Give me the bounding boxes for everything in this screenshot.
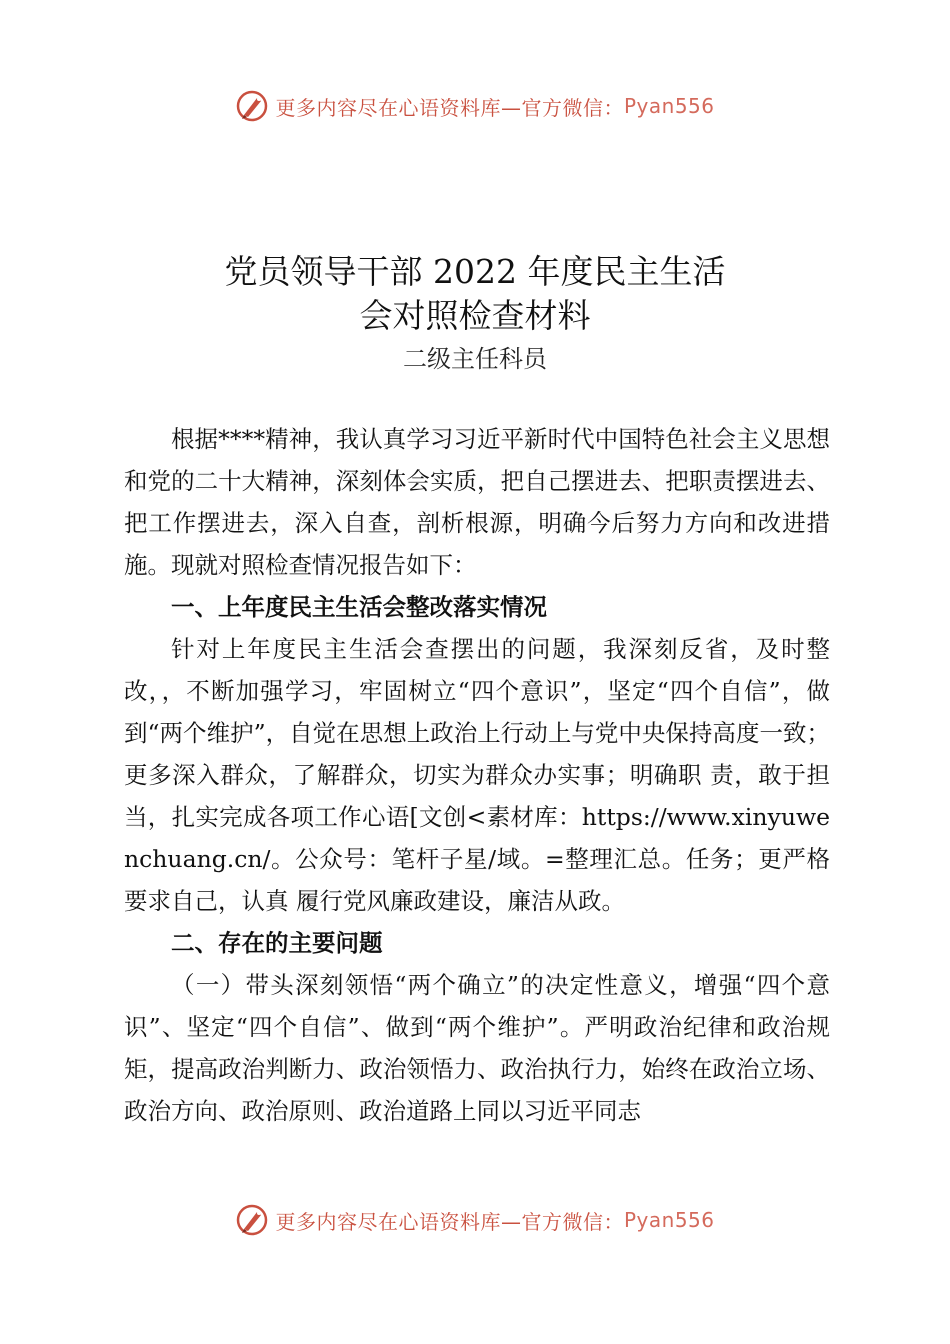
intro-paragraph: 根据****精神，我认真学习习近平新时代中国特色社会主义思想和党的二十大精神，深刻体会实质，把自己摆进去、把职责摆进去、把工作摆进去，深入自查，剖析根源，明确今后努力方向和改进措施。现就对照检查情况报告如下： — [124, 425, 830, 579]
banner-wechat-id: Pyan556 — [623, 94, 715, 118]
section1-heading: 一、上年度民主生活会整改落实情况 — [171, 593, 547, 621]
pen-logo-icon — [235, 89, 269, 123]
banner-text: 更多内容尽在心语资料库—官方微信： — [275, 1209, 624, 1234]
pen-logo-icon — [235, 1203, 269, 1237]
banner-text: 更多内容尽在心语资料库—官方微信： — [275, 95, 624, 120]
banner-wechat-id: Pyan556 — [623, 1208, 715, 1232]
document-subtitle: 二级主任科员 — [403, 345, 547, 373]
document-title-line1: 党员领导干部 2022 年度民主生活 — [224, 252, 726, 291]
footer-watermark-banner — [0, 1200, 950, 1240]
header-watermark-banner — [0, 86, 950, 126]
section1-paragraph: 针对上年度民主生活会查摆出的问题，我深刻反省，及时整改，，不断加强学习，牢固树立“四个意识”，坚定“四个自信”，做到“两个维护”，自觉在思想上政治上行动上与党中央保持高度一致；更多深入群众，了解群众，切实为群众办实事；明确职 责，敢于担当，扎实完成各项工作心语[文创<素材库：https://www.xinyuwenchuang.cn/。公众号：笔杆子星/域。=整理汇总。任务；更严格要求自己，认真 履行党风廉政建设，廉洁从政。 — [124, 635, 830, 915]
document-title-line2: 会对照检查材料 — [359, 296, 591, 335]
document-body — [124, 418, 830, 1132]
section2-paragraph: （一）带头深刻领悟“两个确立”的决定性意义，增强“四个意识”、坚定“四个自信”、做到“两个维护”。严明政治纪律和政治规矩，提高政治判断力、政治领悟力、政治执行力，始终在政治立场、政治方向、政治原则、政治道路上同以习近平同志 — [124, 971, 830, 1125]
section2-heading: 二、存在的主要问题 — [171, 929, 383, 957]
